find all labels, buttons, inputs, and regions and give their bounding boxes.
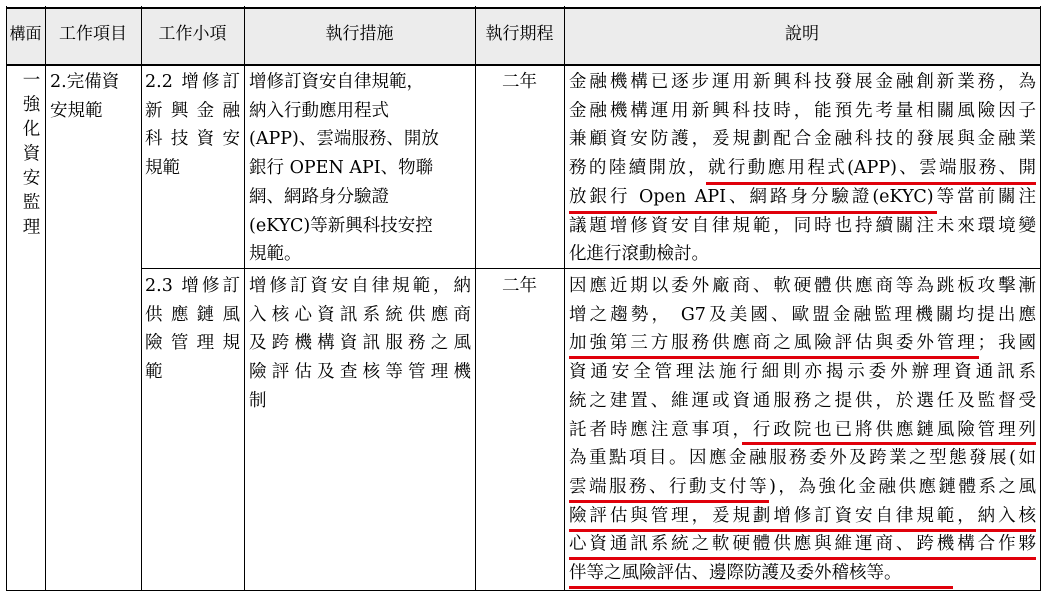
work-item-line: 2.完備資 [50, 72, 120, 92]
highlight-underline [569, 586, 953, 589]
description-cell [569, 272, 1036, 588]
description-line: 託者時應注意事項，行政院也已將供應鏈風險管理列 [569, 419, 1036, 440]
measures-cell [249, 272, 471, 416]
description-line: 統之建置、維運或資通服務之提供，於選任及監督受 [569, 390, 1036, 411]
sub-item-line: 2.2 增修訂 [145, 72, 240, 92]
measures-line: 規範。 [249, 244, 302, 265]
col-border-5 [564, 6, 565, 591]
sub-item-line: 範 [145, 362, 163, 383]
measures-line: 制 [249, 390, 267, 411]
description-cell [569, 68, 1036, 269]
header-period: 執行期程 [485, 24, 554, 44]
header-measures: 執行措施 [325, 24, 394, 44]
sub-item-line: 新興金融 [145, 100, 240, 121]
highlight-underline [569, 557, 1036, 560]
highlight-underline [742, 442, 1036, 445]
measures-line: 銀行 OPEN API、物聯 [249, 158, 434, 179]
description-line: 議題增修資安自律規範，同時也持續關注未來環境變 [569, 215, 1036, 236]
description-line: 務的陸續開放，就行動應用程式(APP)、雲端服務、開 [569, 158, 1036, 179]
col-border-2 [141, 6, 142, 591]
highlight-underline [569, 500, 769, 503]
col-border-0 [6, 6, 7, 591]
measures-cell [249, 68, 473, 269]
measures-line: 及跨機構資訊服務之風 [249, 333, 471, 354]
measures-line: 網、網路身分驗證 [249, 186, 389, 207]
description-line: 心資通訊系統之軟硬體供應與維運商、跨機構合作夥 [569, 534, 1036, 555]
col-border-6 [1040, 6, 1041, 591]
sub-item-line: 科技資安 [145, 129, 240, 150]
description-line: 險評估與管理，爰規劃增修訂資安自律規範，納入核 [569, 505, 1036, 526]
sub-item-cell [145, 68, 240, 183]
description-line: 伴等之風險評估、邊際防護及委外稽核等。 [569, 563, 902, 584]
measures-line: 增修訂資安自律規範，納 [249, 276, 471, 296]
description-line: 因應近期以委外廠商、軟硬體供應商等為跳板攻擊漸 [569, 276, 1036, 296]
sub-item-cell [145, 272, 240, 387]
dimension-cell: 一強化資安監理 [20, 70, 40, 242]
measures-line: 入核心資訊系統供應商 [249, 304, 471, 325]
work-item-line: 安規範 [50, 100, 103, 121]
highlight-underline [569, 529, 1036, 532]
header-sub-item: 工作小項 [158, 24, 227, 44]
measures-line: 納入行動應用程式 [249, 100, 389, 121]
header-dimension: 構面 [9, 24, 42, 43]
table-top-border [6, 7, 1041, 9]
work-item-cell [50, 68, 140, 125]
highlight-underline [569, 356, 979, 359]
header-bottom-border [6, 64, 1041, 66]
measures-line: 增修訂資安自律規範， [249, 72, 424, 92]
header-work-item: 工作項目 [59, 24, 127, 44]
description-line: 加強第三方服務供應商之風險評估與委外管理；我國 [569, 333, 1036, 354]
highlight-underline [569, 211, 937, 214]
measures-line: 險評估及查核等管理機 [249, 362, 471, 383]
description-line: 為重點項目。因應金融服務委外及跨業之型態發展(如 [569, 448, 1036, 469]
description-line: 化進行滾動檢討。 [569, 244, 709, 265]
description-line: 兼顧資安防護，爰規劃配合金融科技的發展與金融業 [569, 129, 1036, 150]
sub-item-line: 供應鏈風 [145, 304, 240, 325]
header-description: 說明 [785, 24, 819, 44]
period-cell: 二年 [502, 276, 537, 296]
sub-item-line: 規範 [145, 158, 180, 179]
col-border-3 [244, 6, 245, 591]
highlight-underline [706, 182, 1036, 185]
period-cell: 二年 [502, 72, 537, 92]
col-border-1 [45, 6, 46, 591]
description-line: 雲端服務、行動支付等)，為強化金融供應鏈體系之風 [569, 476, 1036, 497]
description-line: 資通安全管理法施行細則亦揭示委外辦理資通訊系 [569, 362, 1036, 383]
description-line: 增之趨勢， G7及美國、歐盟金融監理機關均提出應 [569, 304, 1036, 325]
description-line: 放銀行 Open API、網路身分驗證(eKYC)等當前關注 [569, 186, 1036, 207]
description-line: 金融機構已逐步運用新興科技發展金融創新業務，為 [569, 72, 1036, 92]
measures-line: (APP)、雲端服務、開放 [249, 129, 439, 150]
sub-item-line: 2.3 增修訂 [145, 276, 240, 296]
measures-line: (eKYC)等新興科技安控 [249, 215, 433, 236]
table-bottom-border [6, 590, 1041, 591]
description-line: 金融機構運用新興科技時，能預先考量相關風險因子 [569, 100, 1036, 121]
sub-item-line: 險管理規 [145, 333, 240, 354]
